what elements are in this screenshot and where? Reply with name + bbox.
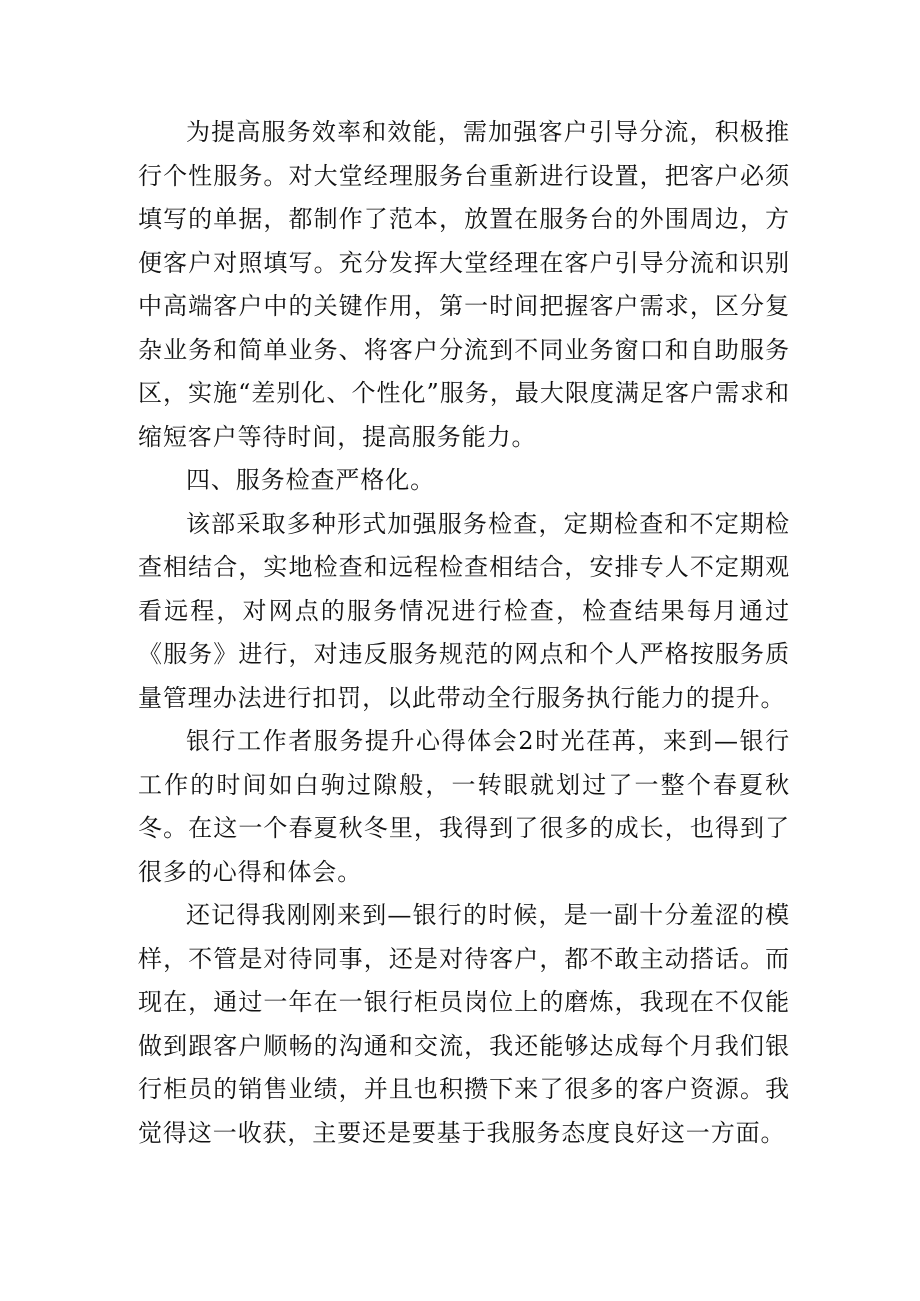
paragraph-experience-growth: 还记得我刚刚来到—银行的时候，是一副十分羞涩的模样，不管是对待同事，还是对待客户，都不敢主动搭话。而现在，通过一年在一银行柜员岗位上的磨炼，我现在不仅能做到跟客户顺畅的沟通和交流，我还能够达成每个月我们银行柜员的销售业绩，并且也积攒下来了很多的客户资源。我觉得这一收获，主要还是要基于我服务态度良好这一方面。: [138, 901, 790, 1147]
document-page: [138, 111, 790, 1155]
paragraph-experience-intro: 银行工作者服务提升心得体会2时光荏苒，来到—银行工作的时间如白驹过隙般，一转眼就划过了一整个春夏秋冬。在这一个春夏秋冬里，我得到了很多的成长，也得到了很多的心得和体会。: [138, 727, 790, 886]
section-heading-service-inspection: 四、服务检查严格化。: [186, 466, 435, 494]
paragraph-service-inspection: 该部采取多种形式加强服务检查，定期检查和不定期检查相结合，实地检查和远程检查相结合，安排专人不定期观看远程，对网点的服务情况进行检查，检查结果每月通过《服务》进行，对违反服务规范的网点和个人严格按服务质量管理办法进行扣罚，以此带动全行服务执行能力的提升。: [138, 509, 790, 712]
paragraph-service-efficiency: 为提高服务效率和效能，需加强客户引导分流，积极推行个性服务。对大堂经理服务台重新进行设置，把客户必须填写的单据，都制作了范本，放置在服务台的外围周边，方便客户对照填写。充分发挥大堂经理在客户引导分流和识别中高端客户中的关键作用，第一时间把握客户需求，区分复杂业务和简单业务、将客户分流到不同业务窗口和自助服务区，实施“差别化、个性化”服务，最大限度满足客户需求和缩短客户等待时间，提高服务能力。: [138, 118, 790, 451]
